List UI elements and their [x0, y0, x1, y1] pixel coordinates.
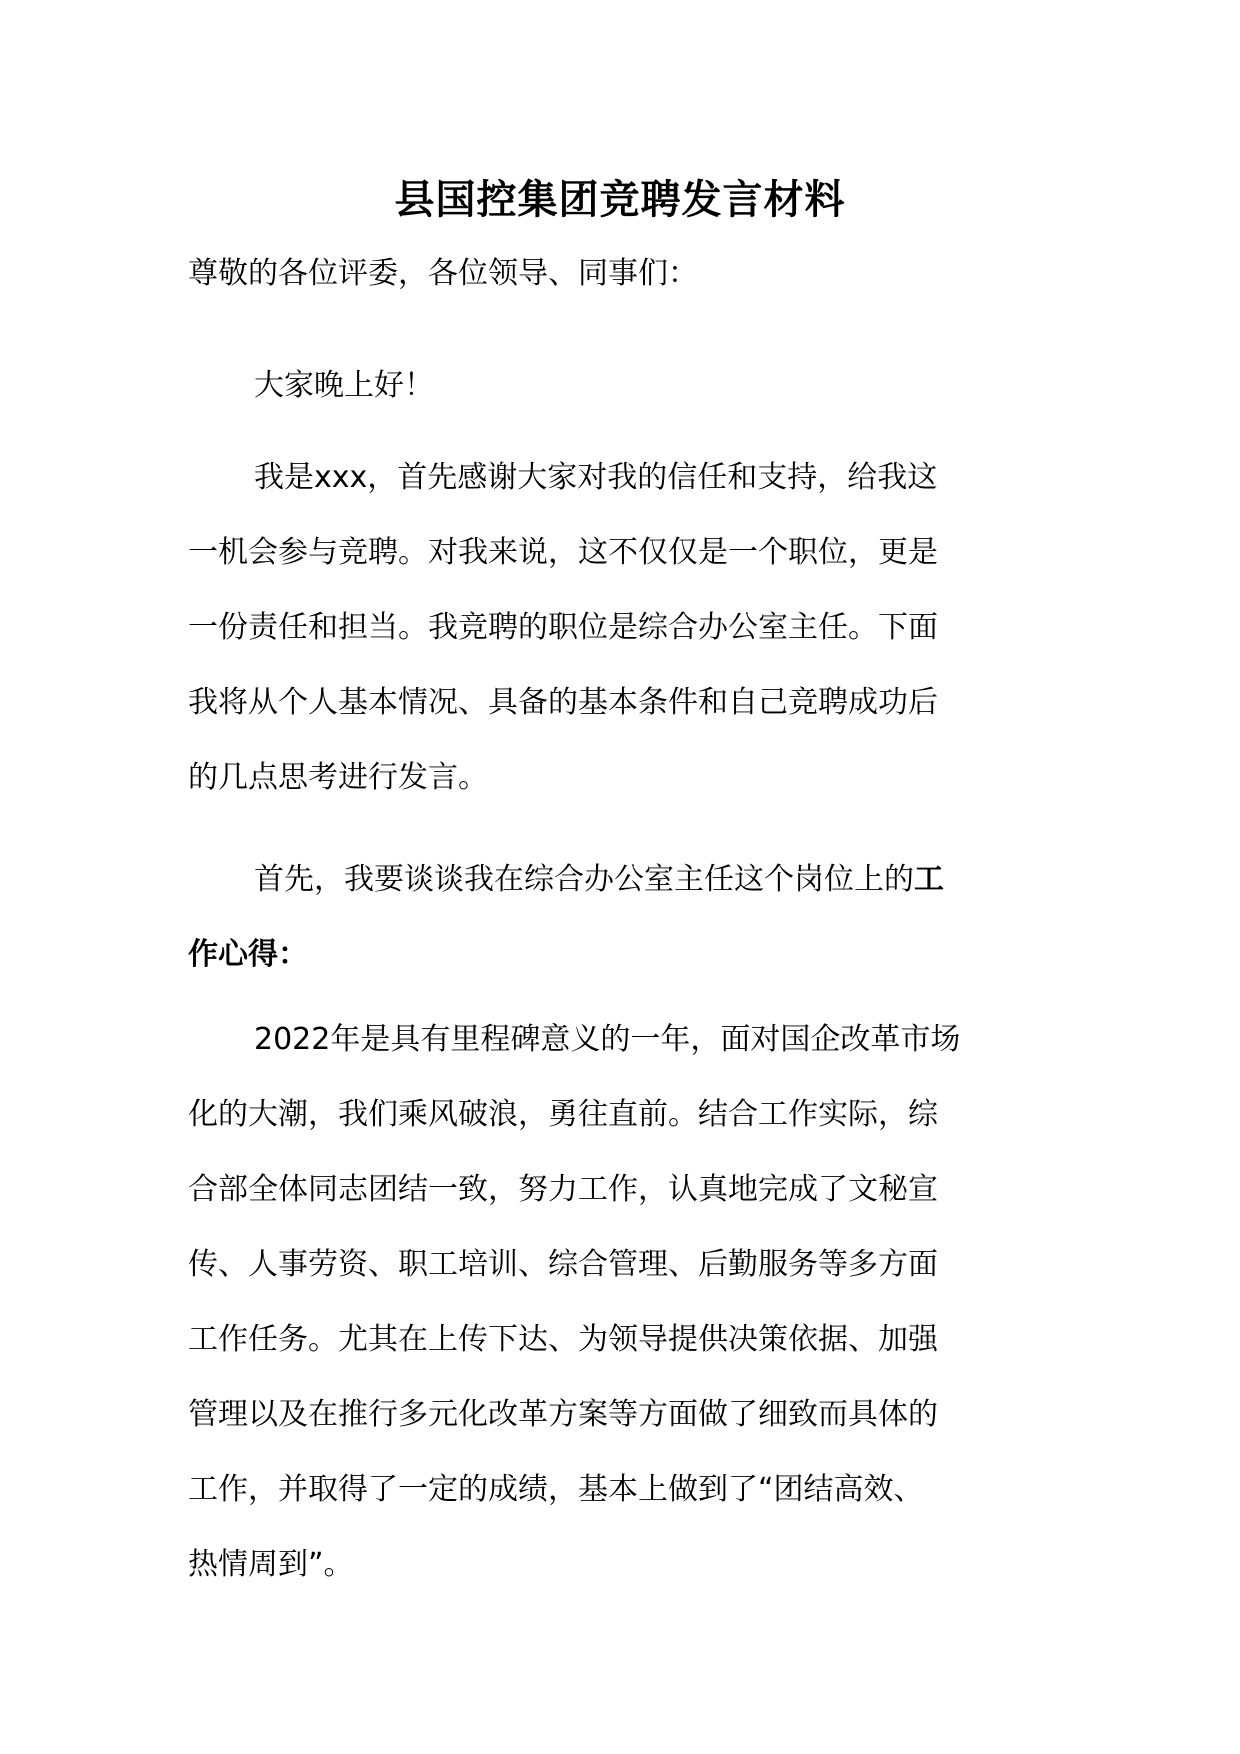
- paragraph-intro: [188, 440, 1038, 815]
- paragraph-line: 工作任务。尤其在上传下达、为领导提供决策依据、加强: [188, 1322, 938, 1357]
- paragraph-line: 我是xxx，首先感谢大家对我的信任和支持，给我这: [254, 460, 938, 495]
- salutation: 尊敬的各位评委，各位领导、同事们：: [188, 256, 698, 291]
- paragraph-line: 一机会参与竞聘。对我来说，这不仅仅是一个职位，更是: [188, 535, 938, 570]
- paragraph-line: 2022年是具有里程碑意义的一年，面对国企改革市场: [254, 1022, 961, 1057]
- bold-heading-text: 作心得：: [188, 937, 308, 972]
- paragraph-text: 首先，我要谈谈我在综合办公室主任这个岗位上的: [254, 862, 914, 897]
- paragraph-work-experience: [188, 842, 1038, 992]
- paragraph-line: 一份责任和担当。我竞聘的职位是综合办公室主任。下面: [188, 610, 938, 645]
- bold-text: 工: [914, 862, 944, 897]
- paragraph-line: 化的大潮，我们乘风破浪，勇往直前。结合工作实际，综: [188, 1097, 938, 1132]
- paragraph-line: 合部全体同志团结一致，努力工作，认真地完成了文秘宣: [188, 1172, 938, 1207]
- paragraph-line: [188, 842, 1038, 917]
- paragraph-line: 管理以及在推行多元化改革方案等方面做了细致而具体的: [188, 1397, 938, 1432]
- paragraph-line: 工作，并取得了一定的成绩，基本上做到了“团结高效、: [188, 1472, 924, 1507]
- paragraph-line: 传、人事劳资、职工培训、综合管理、后勤服务等多方面: [188, 1247, 938, 1282]
- paragraph-line: 的几点思考进行发言。: [188, 760, 488, 795]
- page-title: 县国控集团竞聘发言材料: [394, 177, 846, 223]
- paragraph-line: 我将从个人基本情况、具备的基本条件和自己竞聘成功后: [188, 685, 938, 720]
- greeting: 大家晚上好！: [254, 368, 434, 403]
- paragraph-line: 热情周到”。: [188, 1547, 354, 1582]
- paragraph-2022: [188, 1002, 1038, 1602]
